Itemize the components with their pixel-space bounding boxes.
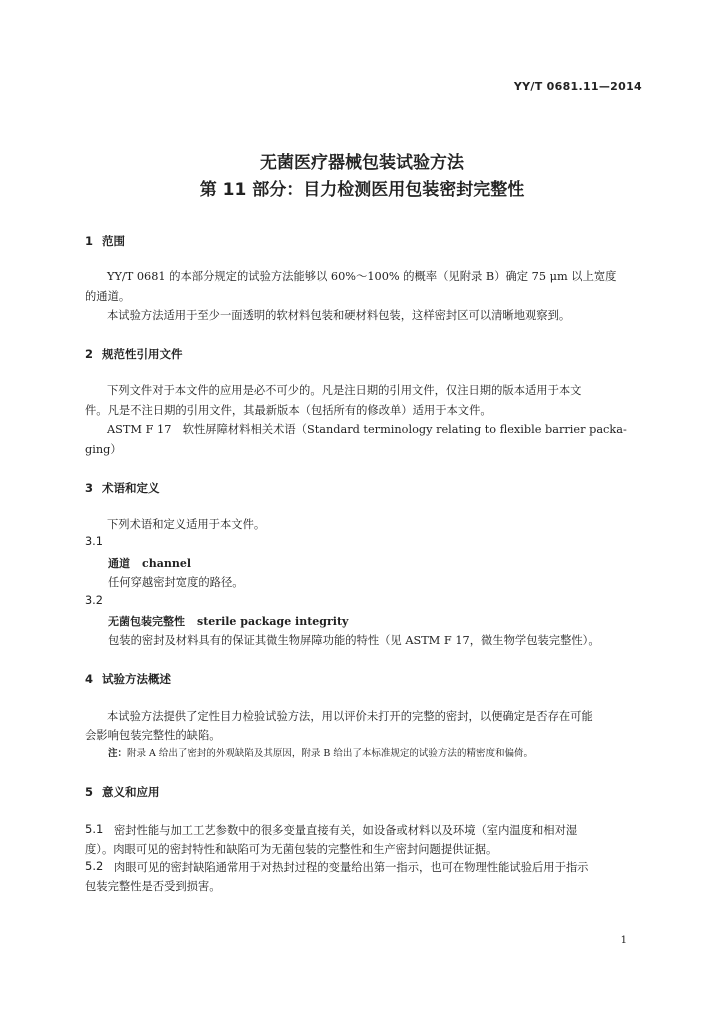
s2-p2-line2: ging）: [85, 443, 122, 456]
s4-p1-line1: 本试验方法提供了定性目力检验试验方法，用以评价未打开的完整的密封，以便确定是否存在可能: [107, 710, 593, 723]
standard-number: YY/T 0681.11—2014: [513, 80, 642, 93]
term-en: channel: [142, 557, 191, 570]
s2-p1-line1: 下列文件对于本文件的应用是必不可少的。凡是注日期的引用文件，仅注日期的版本适用于本文: [107, 384, 582, 397]
section-title: 范围: [102, 234, 125, 248]
s5-p2-line1: 肉眼可见的密封缺陷通常用于对热封过程的变量给出第一指示，也可在物理性能试验后用于指示: [114, 861, 589, 874]
s5-p1-line2: 度）。肉眼可见的密封特性和缺陷可为无菌包装的完整性和生产密封问题提供证据。: [85, 843, 498, 856]
section-1-heading: [85, 233, 125, 249]
section-number: 5: [85, 785, 94, 799]
note-text: 附录 A 给出了密封的外观缺陷及其原因，附录 B 给出了本标准规定的试验方法的精密度和偏倚。: [127, 748, 533, 759]
section-number: 4: [85, 672, 94, 686]
section-title: 术语和定义: [102, 481, 160, 495]
term-3-1-definition: 任何穿越密封宽度的路径。: [108, 576, 244, 589]
s4-note: [108, 745, 533, 759]
term-3-2: [108, 613, 348, 629]
section-number: 1: [85, 234, 94, 248]
document-title-line2: 第 11 部分：目力检测医用包装密封完整性: [199, 180, 525, 200]
s3-intro: 下列术语和定义适用于本文件。: [107, 518, 266, 531]
section-3-heading: [85, 480, 160, 496]
section-title: 意义和应用: [102, 785, 160, 799]
section-2-heading: [85, 346, 183, 362]
s2-p1-line2: 件。凡是不注日期的引用文件，其最新版本（包括所有的修改单）适用于本文件。: [85, 404, 492, 417]
term-3-2-number: 3.2: [85, 594, 103, 607]
s1-p2: 本试验方法适用于至少一面透明的软材料包装和硬材料包装，这样密封区可以清晰地观察到。: [107, 309, 571, 322]
s5-p2-line2: 包装完整性是否受到损害。: [85, 880, 221, 893]
s1-p1-line2: 的通道。: [85, 290, 131, 303]
term-3-1-number: 3.1: [85, 535, 103, 548]
s2-p2-line1: ASTM F 17 软性屏障材料相关术语（Standard terminology relating to flexible barrier packa-: [107, 423, 627, 436]
note-label: 注：: [108, 748, 128, 759]
s1-p1-line1: YY/T 0681 的本部分规定的试验方法能够以 60%～100% 的概率（见附录 B）确定 75 μm 以上宽度: [107, 270, 617, 283]
page-number: 1: [620, 935, 627, 946]
section-title: 试验方法概述: [102, 672, 171, 686]
clause-5-1-number: 5.1: [85, 822, 104, 836]
section-5-heading: [85, 784, 160, 800]
section-number: 2: [85, 347, 94, 361]
s5-p1-line1: 密封性能与加工工艺参数中的很多变量直接有关，如设备或材料以及环境（室内温度和相对湿: [114, 824, 578, 837]
term-cn: 通道: [108, 557, 130, 570]
s4-p1-line2: 会影响包装完整性的缺陷。: [85, 729, 221, 742]
document-title-line1: 无菌医疗器械包装试验方法: [260, 153, 464, 173]
term-en: sterile package integrity: [197, 615, 349, 628]
term-cn: 无菌包装完整性: [108, 615, 185, 628]
term-3-2-definition: 包装的密封及材料具有的保证其微生物屏障功能的特性（见 ASTM F 17，微生物学包装完整性）。: [108, 634, 600, 647]
section-number: 3: [85, 481, 94, 495]
section-4-heading: [85, 671, 171, 687]
term-3-1: [108, 555, 191, 571]
clause-5-2-number: 5.2: [85, 859, 104, 873]
section-title: 规范性引用文件: [102, 347, 183, 361]
